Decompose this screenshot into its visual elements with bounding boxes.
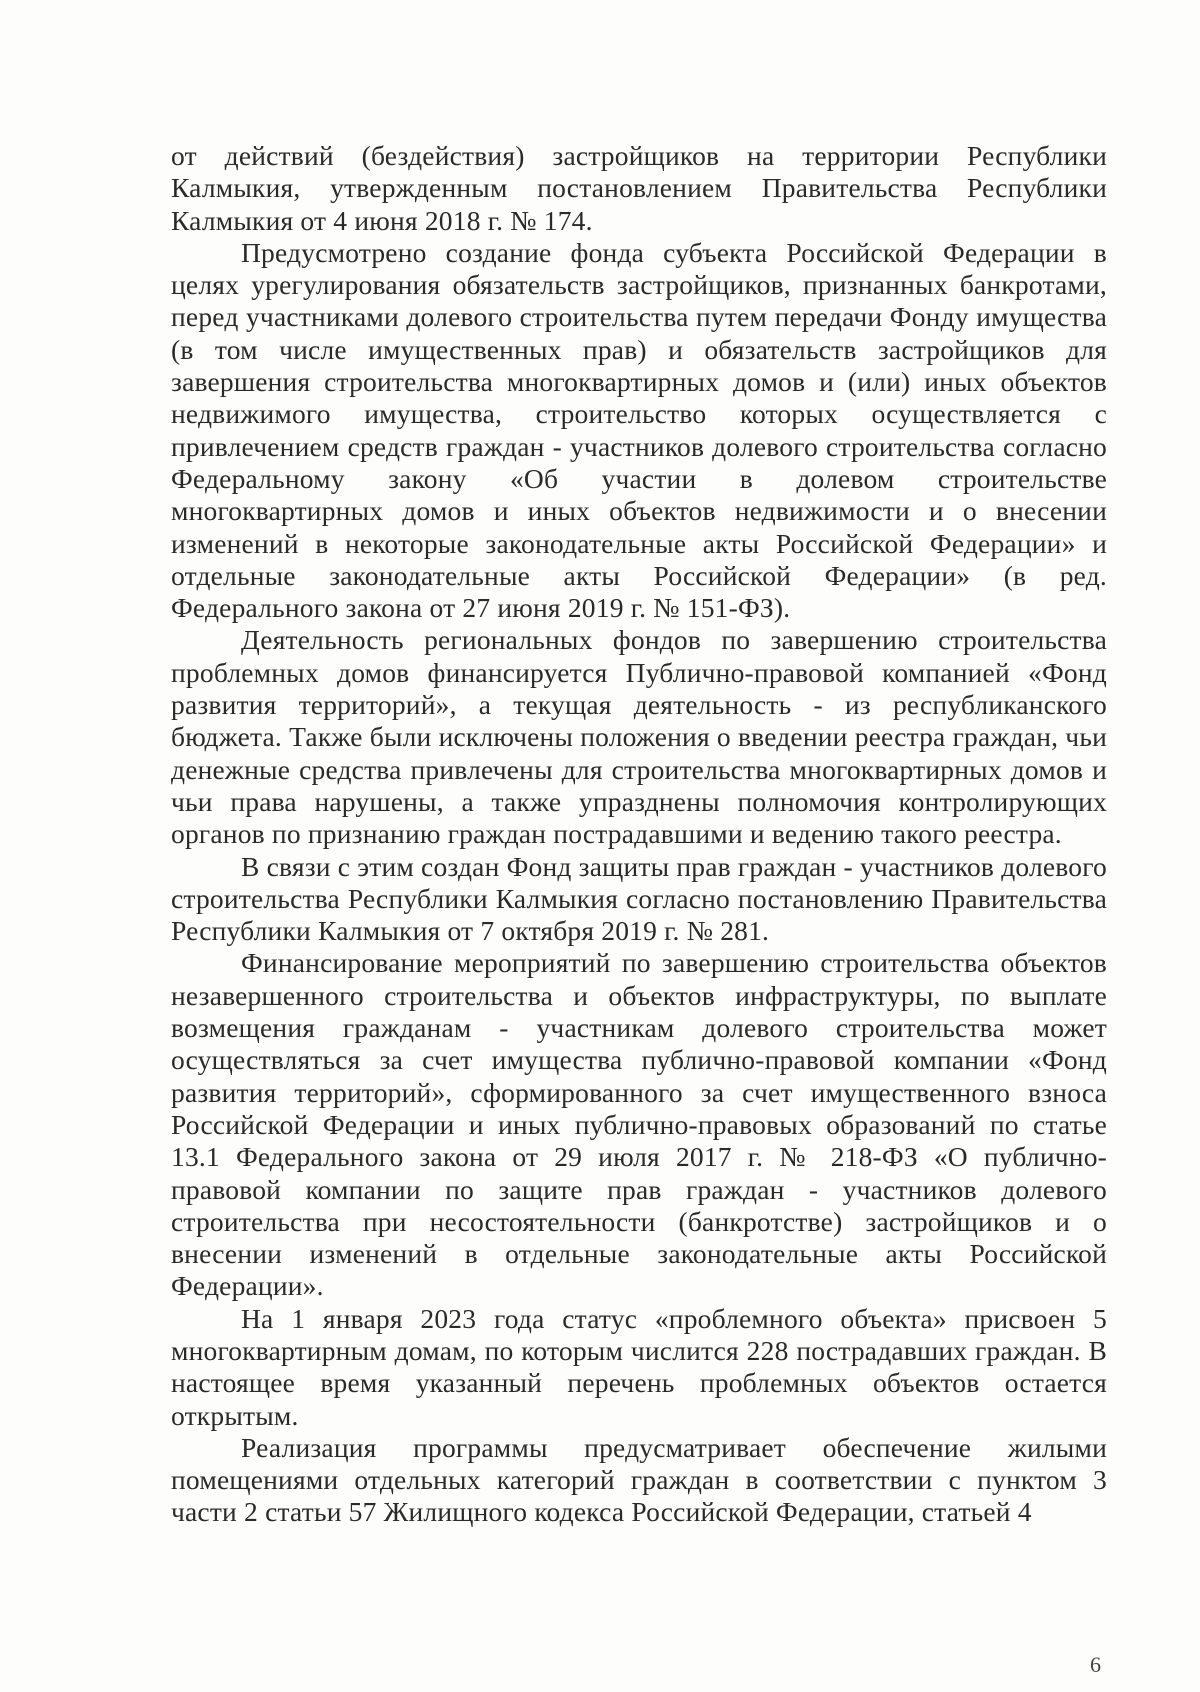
paragraph-regional-funds: Деятельность региональных фондов по завершению строительства проблемных домов финансируется Публично-правовой компанией «Фонд развития территорий», а текущая деятельность - из республиканского бюджета. Также были исключены положения о введении реестра граждан, чьи денежные средства привлечены для строительства многоквартирных домов и чьи права нарушены, а также упразднены полномочия контролирующих органов по признанию граждан пострадавшими и ведению такого реестра.	[171, 624, 1107, 850]
paragraph-kalmykia-fund: В связи с этим создан Фонд защиты прав граждан - участников долевого строительства Республики Калмыкия согласно постановлению Правительства Республики Калмыкия от 7 октября 2019 г. № 281.	[171, 850, 1107, 947]
paragraph-problem-objects: На 1 января 2023 года статус «проблемного объекта» присвоен 5 многоквартирным домам, по которым числится 228 пострадавших граждан. В настоящее время указанный перечень проблемных объектов остается открытым.	[171, 1302, 1107, 1431]
paragraph-program-implementation: Реализация программы предусматривает обеспечение жилыми помещениями отдельных категорий граждан в соответствии с пунктом 3 части 2 статьи 57 Жилищного кодекса Российской Федерации, статьей 4	[171, 1431, 1107, 1528]
page-number: 6	[1090, 1652, 1101, 1677]
paragraph-financing: Финансирование мероприятий по завершению строительства объектов незавершенного строительства и объектов инфраструктуры, по выплате возмещения гражданам - участникам долевого строительства может осуществляться за счет имущества публично-правовой компании «Фонд развития территорий», сформированного за счет имущественного взноса Российской Федерации и иных публично-правовых образований по статье 13.1 Федерального закона от 29 июля 2017 г. № 218-ФЗ «О публично-правовой компании по защите прав граждан - участников долевого строительства при несостоятельности (банкротстве) застройщиков и о внесении изменений в отдельные законодательные акты Российской Федерации».	[171, 947, 1107, 1302]
paragraph-continuation: от действий (бездействия) застройщиков на территории Республики Калмыкия, утвержденным постановлением Правительства Республики Калмыкия от 4 июня 2018 г. № 174.	[171, 140, 1107, 236]
paragraph-fund-creation: Предусмотрено создание фонда субъекта Российской Федерации в целях урегулирования обязательств застройщиков, признанных банкротами, перед участниками долевого строительства путем передачи Фонду имущества (в том числе имущественных прав) и обязательств застройщиков для завершения строительства многоквартирных домов и (или) иных объектов недвижимого имущества, строительство которых осуществляется с привлечением средств граждан - участников долевого строительства согласно Федеральному закону «Об участии в долевом строительстве многоквартирных домов и иных объектов недвижимости и о внесении изменений в некоторые законодательные акты Российской Федерации» и отдельные законодательные акты Российской Федерации» (в ред. Федерального закона от 27 июня 2019 г. № 151-ФЗ).	[171, 236, 1107, 624]
document-body	[171, 140, 1107, 1529]
